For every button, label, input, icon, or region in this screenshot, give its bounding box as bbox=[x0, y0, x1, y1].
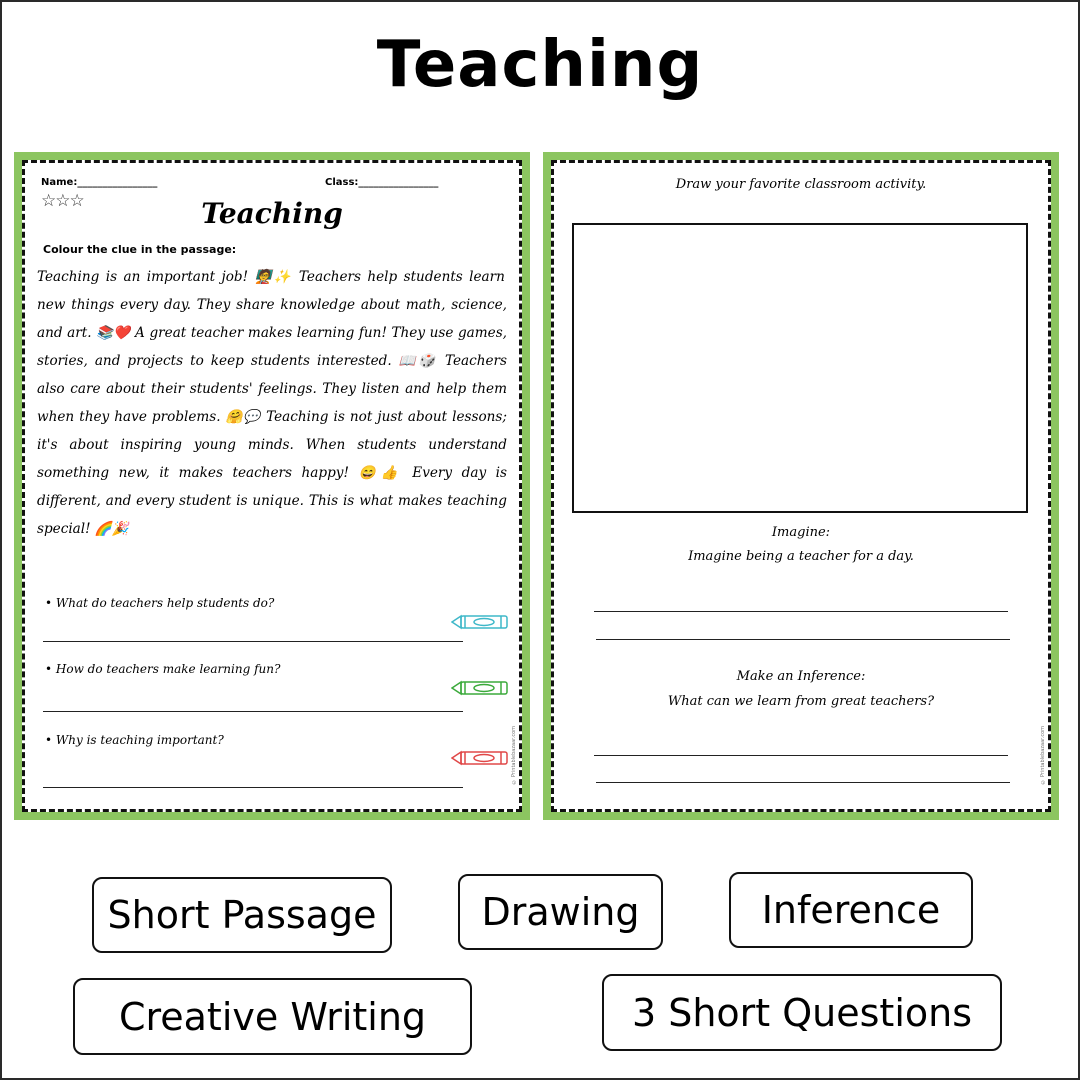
answer-line-1[interactable] bbox=[43, 641, 463, 642]
crayon-icon bbox=[451, 679, 511, 697]
draw-prompt: Draw your favorite classroom activity. bbox=[675, 177, 927, 192]
watermark: © Printablebazaar.com bbox=[1040, 726, 1046, 785]
rating-stars: ☆☆☆ bbox=[41, 191, 84, 211]
worksheet-drawing-page bbox=[551, 160, 1051, 812]
question-1-text: What do teachers help students do? bbox=[55, 596, 275, 610]
answer-line-3[interactable] bbox=[43, 787, 463, 788]
reading-passage: Teaching is an important job! 🧑‍🏫✨ Teachers help students learn new things every day. They share knowledge about math, science, and art. 📚❤️ A great teacher makes learning fun! They use games, stories, and projects to keep students interested. 📖🎲 Teachers also care about their students' feelings. They listen and help them when they have problems. 🤗💬 Teaching is not just about lessons; it's about inspiring young minds. When students understand something new, it makes teachers happy! 😄👍 Every day is different, and every student is unique. This is what makes teaching special! 🌈🎉 bbox=[37, 269, 507, 537]
imagine-answer-line-1[interactable] bbox=[594, 611, 1008, 612]
question-1: • What do teachers help students do? bbox=[45, 596, 275, 610]
inference-answer-line-1[interactable] bbox=[594, 755, 1008, 756]
question-3: • Why is teaching important? bbox=[45, 733, 224, 747]
worksheet-passage-preview bbox=[14, 152, 530, 820]
imagine-heading: Imagine: bbox=[771, 525, 831, 540]
instruction-text: Colour the clue in the passage: bbox=[43, 243, 237, 256]
crayon-3 bbox=[452, 752, 507, 764]
worksheet-drawing-preview bbox=[543, 152, 1059, 820]
drawing-area[interactable] bbox=[572, 223, 1028, 513]
watermark: © Printablebazaar.com bbox=[511, 726, 517, 785]
tag-creative-writing: Creative Writing bbox=[73, 978, 472, 1055]
worksheet-title: Teaching bbox=[201, 197, 343, 230]
question-2-text: How do teachers make learning fun? bbox=[55, 662, 281, 676]
tag-inference: Inference bbox=[729, 872, 973, 948]
question-3-text: Why is teaching important? bbox=[55, 733, 224, 747]
question-2: • How do teachers make learning fun? bbox=[45, 662, 281, 676]
name-field-label: Name:________________ bbox=[41, 177, 158, 188]
crayon-2 bbox=[452, 682, 507, 694]
worksheet-passage-page bbox=[22, 160, 522, 812]
imagine-answer-line-2[interactable] bbox=[596, 639, 1010, 640]
tag-3-short-questions: 3 Short Questions bbox=[602, 974, 1002, 1051]
inference-prompt: What can we learn from great teachers? bbox=[667, 694, 935, 709]
inference-heading: Make an Inference: bbox=[736, 669, 866, 684]
imagine-prompt: Imagine being a teacher for a day. bbox=[688, 549, 914, 564]
class-field-label: Class:________________ bbox=[325, 177, 439, 188]
inference-answer-line-2[interactable] bbox=[596, 782, 1010, 783]
crayon-icon bbox=[451, 749, 511, 767]
crayon-1 bbox=[452, 616, 507, 628]
answer-line-2[interactable] bbox=[43, 711, 463, 712]
crayon-icon bbox=[451, 613, 511, 631]
tag-drawing: Drawing bbox=[458, 874, 663, 950]
tag-short-passage: Short Passage bbox=[92, 877, 392, 953]
page-title: Teaching bbox=[376, 28, 704, 102]
